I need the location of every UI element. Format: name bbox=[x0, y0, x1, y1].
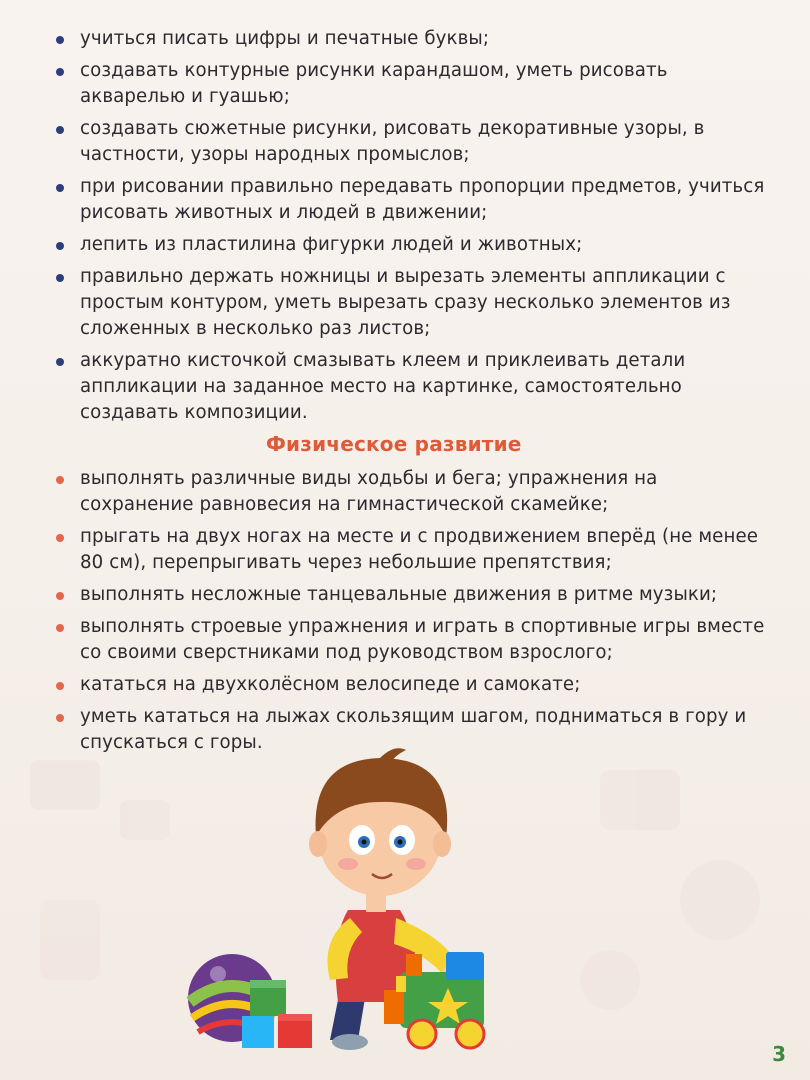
bullet-icon bbox=[56, 242, 64, 250]
list-item bbox=[54, 614, 770, 666]
bullet-icon bbox=[56, 36, 64, 44]
list-item-text: уметь кататься на лыжах скользящим шагом, подниматься в гору и спускаться с горы. bbox=[80, 706, 747, 753]
boy-playing-illustration bbox=[180, 740, 520, 1060]
bullet-icon bbox=[56, 68, 64, 76]
bullet-icon bbox=[56, 714, 64, 722]
bullet-icon bbox=[56, 184, 64, 192]
list-item-text: правильно держать ножницы и вырезать элементы аппликации с простым контуром, уметь вырезать сразу несколько элементов из сложенных в несколько раз листов; bbox=[80, 266, 731, 339]
bullet-icon bbox=[56, 358, 64, 366]
list-item-text: кататься на двухколёсном велосипеде и самокате; bbox=[80, 674, 581, 695]
list-item-text: создавать сюжетные рисунки, рисовать декоративные узоры, в частности, узоры народных промыслов; bbox=[80, 118, 705, 165]
list-item bbox=[54, 58, 770, 110]
list-item bbox=[54, 582, 770, 608]
bullet-icon bbox=[56, 624, 64, 632]
physical-skills-list bbox=[54, 466, 770, 762]
list-item-text: выполнять несложные танцевальные движения в ритме музыки; bbox=[80, 584, 718, 605]
toy-cubes-icon bbox=[242, 980, 312, 1048]
list-item-text: прыгать на двух ногах на месте и с продвижением вперёд (не менее 80 см), перепрыгивать через небольшие препятствия; bbox=[80, 526, 759, 573]
bullet-icon bbox=[56, 476, 64, 484]
section-title-physical: Физическое развитие bbox=[266, 432, 522, 456]
list-item-text: создавать контурные рисунки карандашом, уметь рисовать акварелью и гуашью; bbox=[80, 60, 668, 107]
bullet-icon bbox=[56, 274, 64, 282]
bullet-icon bbox=[56, 592, 64, 600]
list-item-text: лепить из пластилина фигурки людей и животных; bbox=[80, 234, 583, 255]
mental-skills-list bbox=[54, 26, 770, 432]
list-item-text: выполнять строевые упражнения и играть в спортивные игры вместе со своими сверстниками под руководством взрослого; bbox=[80, 616, 765, 663]
list-item bbox=[54, 174, 770, 226]
list-item bbox=[54, 348, 770, 426]
bullet-icon bbox=[56, 126, 64, 134]
list-item-text: выполнять различные виды ходьбы и бега; упражнения на сохранение равновесия на гимнастической скамейке; bbox=[80, 468, 658, 515]
bullet-icon bbox=[56, 682, 64, 690]
bullet-icon bbox=[56, 534, 64, 542]
list-item bbox=[54, 466, 770, 518]
list-item bbox=[54, 672, 770, 698]
list-item bbox=[54, 26, 770, 52]
list-item bbox=[54, 116, 770, 168]
list-item bbox=[54, 232, 770, 258]
list-item-text: при рисовании правильно передавать пропорции предметов, учиться рисовать животных и людей в движении; bbox=[80, 176, 765, 223]
list-item-text: учиться писать цифры и печатные буквы; bbox=[80, 28, 490, 49]
page-number: 3 bbox=[772, 1042, 786, 1066]
list-item bbox=[54, 264, 770, 342]
list-item-text: аккуратно кисточкой смазывать клеем и приклеивать детали аппликации на заданное место на картинке, самостоятельно создавать композиции. bbox=[80, 350, 686, 423]
list-item bbox=[54, 524, 770, 576]
